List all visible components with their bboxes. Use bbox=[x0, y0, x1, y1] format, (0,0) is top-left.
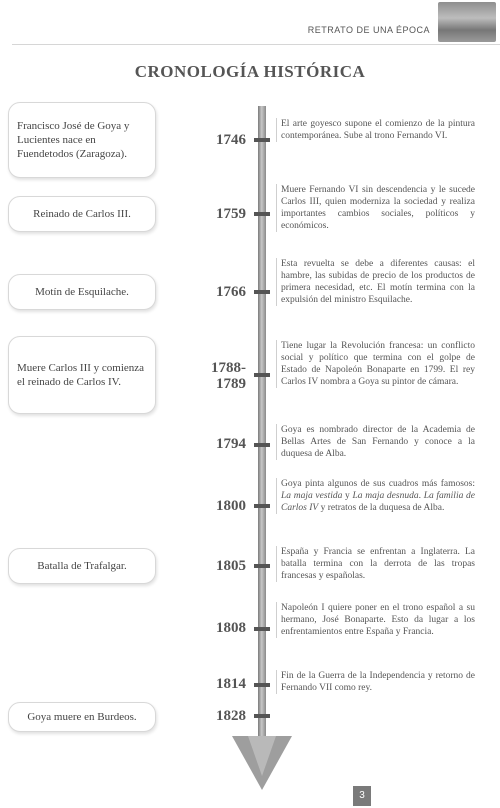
year-label: 1794 bbox=[216, 436, 246, 452]
timeline-tick bbox=[254, 373, 270, 377]
event-text: Goya muere en Burdeos. bbox=[27, 711, 137, 723]
event-text: Francisco José de Goya y Lucientes nace en Fuendetodos (Zaragoza). bbox=[17, 120, 130, 160]
timeline-tick bbox=[254, 212, 270, 216]
event-description: El arte goyesco supone el comienzo de la pintura contemporánea. Sube al trono Fernando VI. bbox=[276, 118, 475, 142]
timeline-tick bbox=[254, 683, 270, 687]
event-description: Esta revuelta se debe a diferentes causas: el hambre, las subidas de precio de los productos de primera necesidad, etc. El motín termina con la expulsión del ministro Esquilache. bbox=[276, 258, 475, 306]
section-label: RETRATO DE UNA ÉPOCA bbox=[307, 25, 430, 35]
event-description: Napoleón I quiere poner en el trono español a su hermano, José Bonaparte. Esto da lugar a los enfrentamientos entre España y Francia. bbox=[276, 602, 475, 638]
event-text: Muere Carlos III y comienza el reinado de Carlos IV. bbox=[17, 362, 145, 388]
event-description: Goya es nombrado director de la Academia de Bellas Artes de San Fernando y conoce a la duquesa de Alba. bbox=[276, 424, 475, 460]
timeline-tick bbox=[254, 138, 270, 142]
timeline-tick bbox=[254, 627, 270, 631]
timeline-arrow-highlight bbox=[248, 736, 276, 776]
year-label: 1766 bbox=[216, 284, 246, 300]
page-number: 3 bbox=[353, 786, 371, 806]
header-rule bbox=[12, 44, 500, 45]
timeline-tick bbox=[254, 714, 270, 718]
timeline-tick bbox=[254, 504, 270, 508]
timeline-axis bbox=[258, 106, 266, 756]
year-label: 1805 bbox=[216, 558, 246, 574]
year-label: 1788- 1789 bbox=[211, 360, 246, 392]
event-bubble bbox=[8, 196, 156, 232]
timeline-tick bbox=[254, 564, 270, 568]
event-description: Fin de la Guerra de la Independencia y retorno de Fernando VII como rey. bbox=[276, 670, 475, 694]
event-bubble bbox=[8, 702, 156, 732]
year-label: 1808 bbox=[216, 620, 246, 636]
timeline-tick bbox=[254, 443, 270, 447]
year-label: 1828 bbox=[216, 708, 246, 724]
event-bubble bbox=[8, 548, 156, 584]
event-text: Batalla de Trafalgar. bbox=[37, 560, 127, 572]
event-bubble bbox=[8, 274, 156, 310]
event-text: Motín de Esquilache. bbox=[35, 286, 129, 298]
year-label: 1800 bbox=[216, 498, 246, 514]
header-thumbnail-image bbox=[438, 2, 496, 42]
event-text: Reinado de Carlos III. bbox=[33, 208, 131, 220]
year-label: 1814 bbox=[216, 676, 246, 692]
event-bubble bbox=[8, 102, 156, 178]
year-label: 1759 bbox=[216, 206, 246, 222]
page-title: CRONOLOGÍA HISTÓRICA bbox=[134, 62, 366, 81]
year-label: 1746 bbox=[216, 132, 246, 148]
event-bubble bbox=[8, 336, 156, 414]
event-description: Goya pinta algunos de sus cuadros más famosos: La maja vestida y La maja desnuda. La familia de Carlos IV y retratos de la duquesa de Alba. bbox=[276, 478, 475, 514]
event-description: Muere Fernando VI sin descendencia y le sucede Carlos III, quien moderniza la sociedad y realiza importantes cambios sociales, políticos y económicos. bbox=[276, 184, 475, 232]
timeline-tick bbox=[254, 290, 270, 294]
event-description: Tiene lugar la Revolución francesa: un conflicto social y político que termina con el golpe de Estado de Napoleón Bonaparte en 1799. El rey Carlos IV nombra a Goya su pintor de cámara. bbox=[276, 340, 475, 388]
event-description: España y Francia se enfrentan a Inglaterra. La batalla termina con la derrota de las tropas francesas y españolas. bbox=[276, 546, 475, 582]
page-header bbox=[0, 0, 500, 48]
